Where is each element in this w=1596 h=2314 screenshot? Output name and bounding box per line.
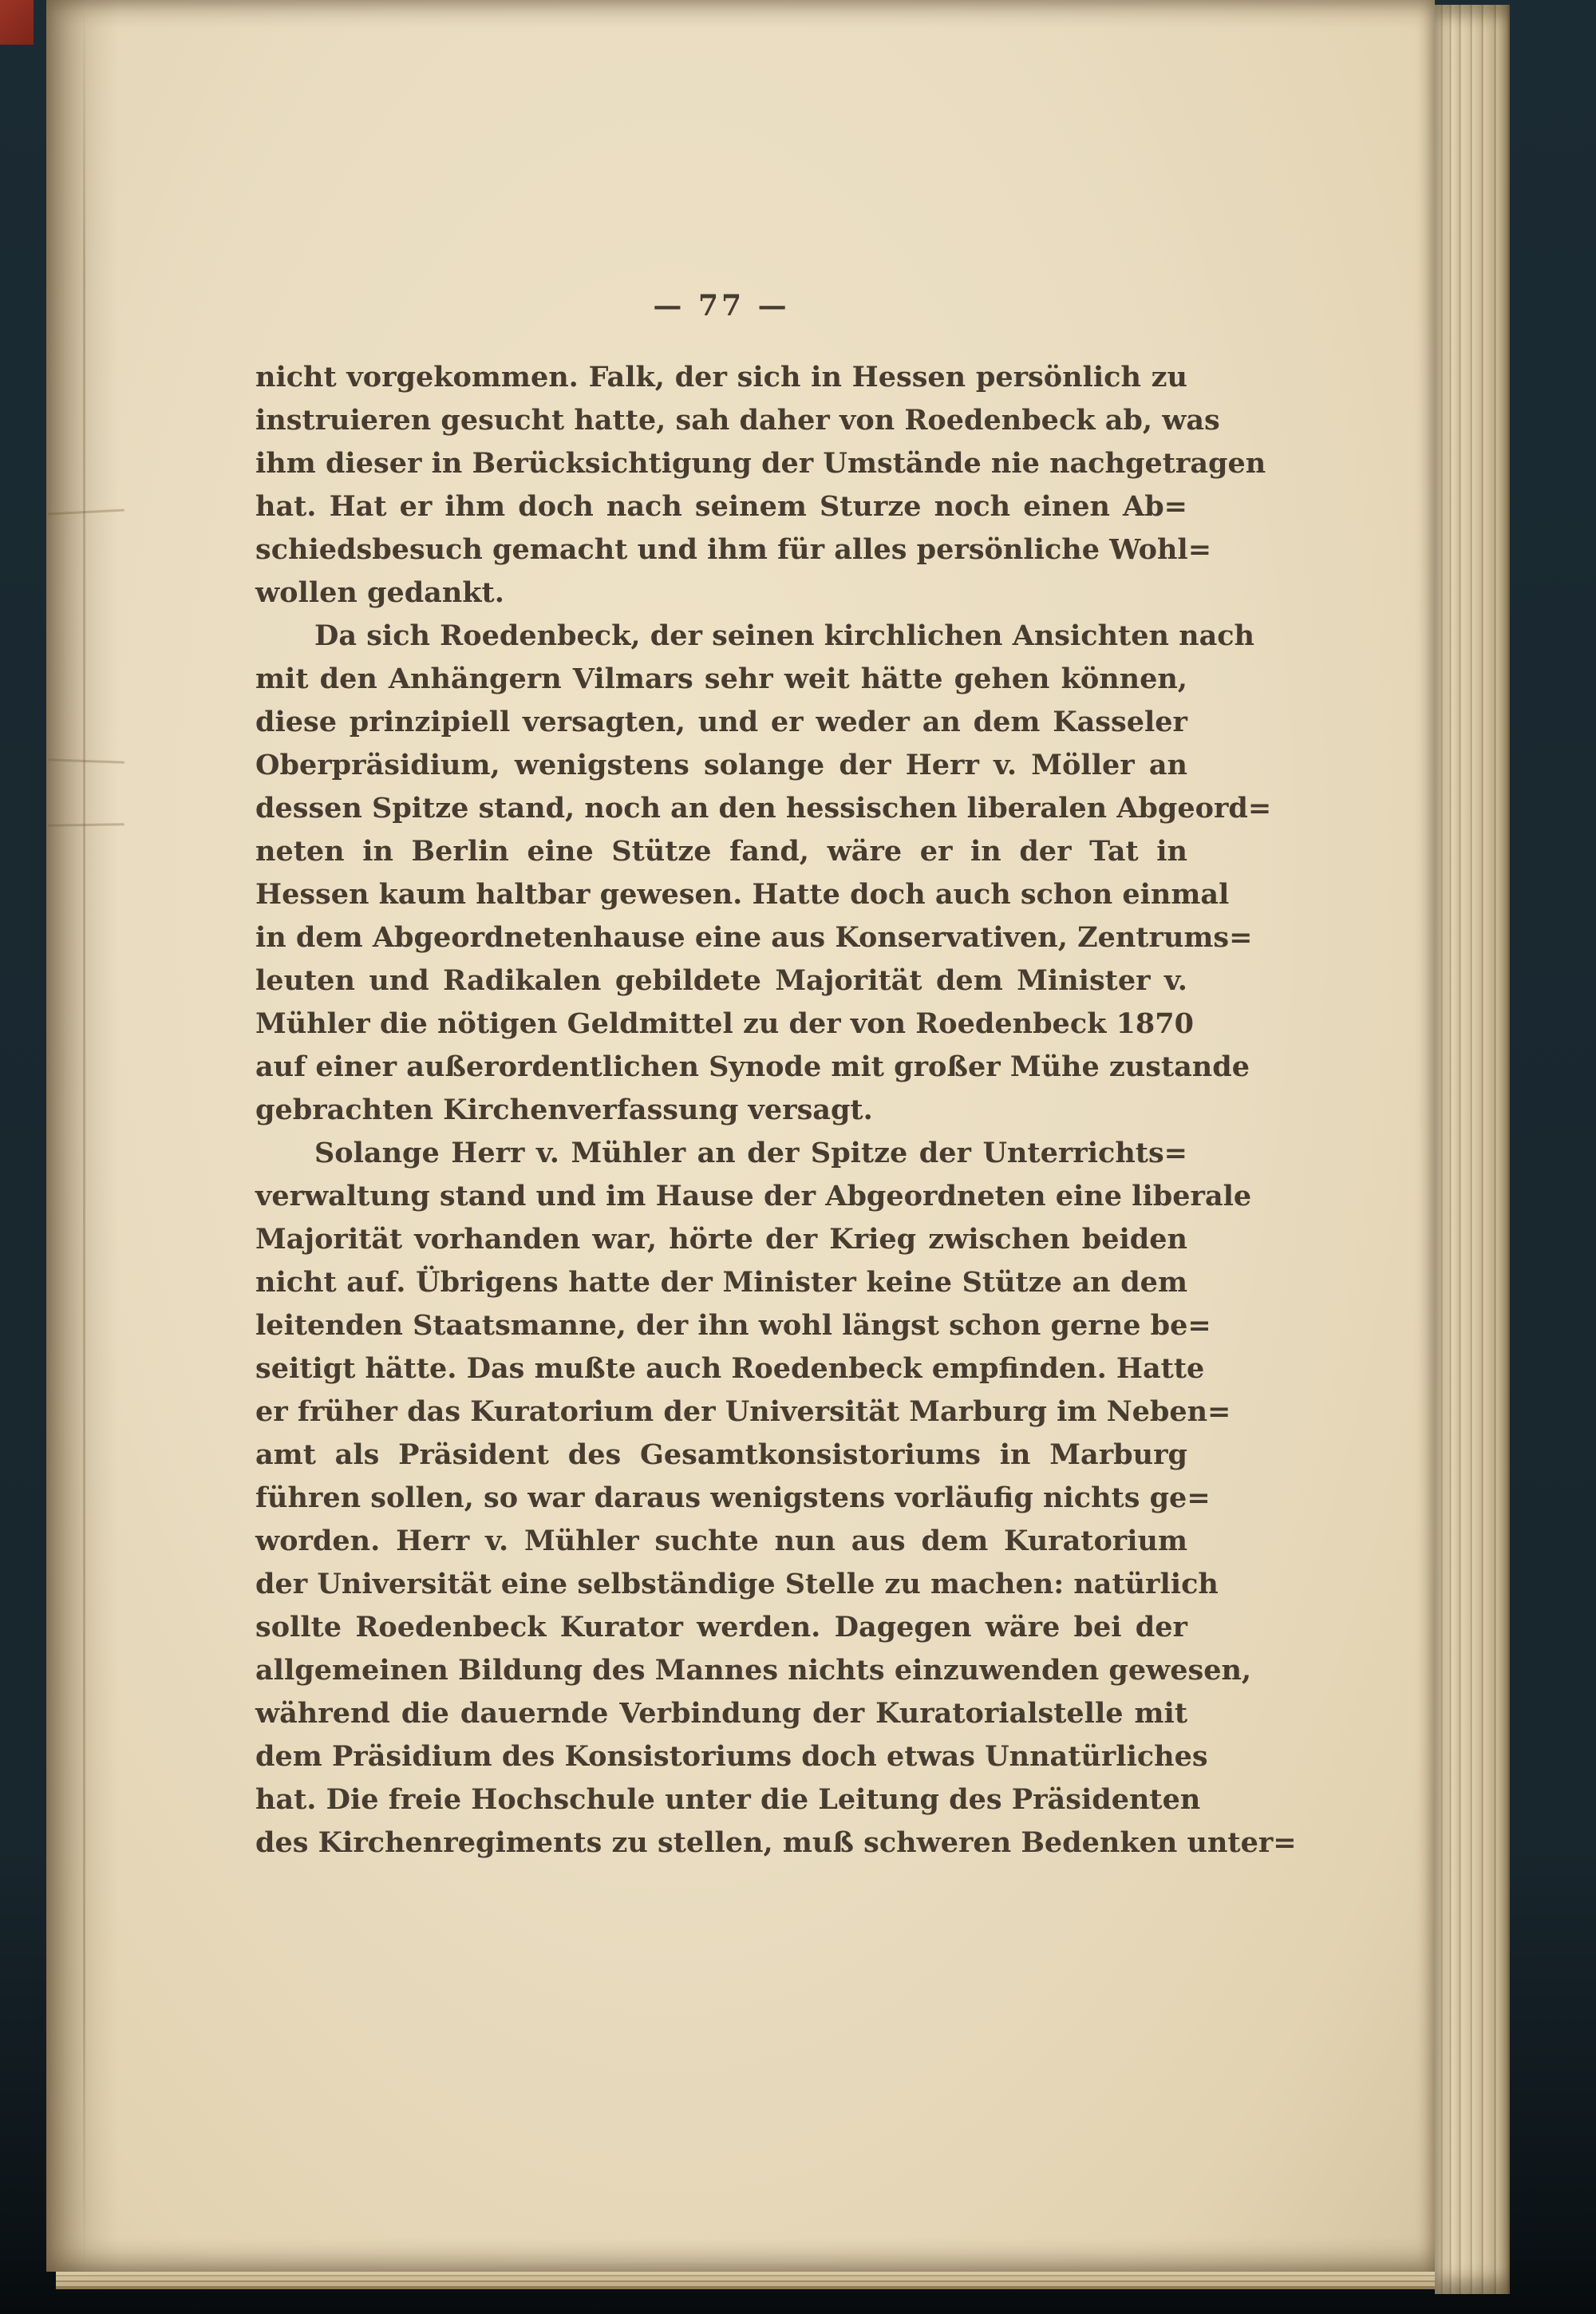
text-line: neten in Berlin eine Stütze fand, wäre er in der Tat in xyxy=(255,835,1187,868)
text-line: leitenden Staatsmanne, der ihn wohl längst schon gerne be= xyxy=(255,1309,1211,1342)
text-line: während die dauernde Verbindung der Kuratorialstelle mit xyxy=(255,1697,1187,1730)
text-line: verwaltung stand und im Hause der Abgeordneten eine liberale xyxy=(255,1180,1252,1212)
text-line: mit den Anhängern Vilmars sehr weit hätte gehen können, xyxy=(255,663,1187,695)
text-line: des Kirchenregiments zu stellen, muß schweren Bedenken unter= xyxy=(255,1826,1297,1859)
text-line: hat. Hat er ihm doch nach seinem Sturze noch einen Ab= xyxy=(255,490,1187,523)
text-line: auf einer außerordentlichen Synode mit großer Mühe zustande xyxy=(255,1050,1250,1083)
text-line: dessen Spitze stand, noch an den hessischen liberalen Abgeord= xyxy=(255,792,1272,825)
gutter-crease xyxy=(83,0,85,2272)
text-line: amt als Präsident des Gesamtkonsistoriums in Marburg xyxy=(255,1438,1187,1471)
text-line: nicht vorgekommen. Falk, der sich in Hessen persönlich zu xyxy=(255,361,1187,394)
text-line: in dem Abgeordnetenhause eine aus Konservativen, Zentrums= xyxy=(255,921,1253,954)
text-line: dem Präsidium des Konsistoriums doch etwas Unnatürliches xyxy=(255,1740,1208,1773)
text-line: Oberpräsidium, wenigstens solange der Herr v. Möller an xyxy=(255,749,1187,781)
page-number: — 77 — xyxy=(653,289,790,322)
book-cover-corner xyxy=(0,0,34,45)
page-edge-stack-bottom xyxy=(56,2272,1435,2289)
text-block xyxy=(255,356,1297,1865)
text-line: gebrachten Kirchenverfassung versagt. xyxy=(255,1094,873,1126)
text-line: allgemeinen Bildung des Mannes nichts einzuwenden gewesen, xyxy=(255,1654,1252,1687)
text-line: hat. Die freie Hochschule unter die Leitung des Präsidenten xyxy=(255,1783,1201,1816)
text-line: wollen gedankt. xyxy=(255,576,504,609)
book-page xyxy=(46,0,1435,2272)
binding-shadow xyxy=(46,0,118,2272)
text-line: Solange Herr v. Mühler an der Spitze der Unterrichts= xyxy=(314,1137,1187,1169)
text-line: seitigt hätte. Das mußte auch Roedenbeck empfinden. Hatte xyxy=(255,1352,1205,1385)
paragraph xyxy=(255,615,1272,1132)
text-line: schiedsbesuch gemacht und ihm für alles persönliche Wohl= xyxy=(255,533,1212,566)
text-line: Majorität vorhanden war, hörte der Krieg zwischen beiden xyxy=(255,1223,1187,1256)
text-line: Da sich Roedenbeck, der seinen kirchlichen Ansichten nach xyxy=(314,619,1255,652)
page-edge-stack-right xyxy=(1435,5,1510,2294)
text-line: sollte Roedenbeck Kurator werden. Dagegen wäre bei der xyxy=(255,1611,1187,1644)
text-line: führen sollen, so war daraus wenigstens vorläufig nichts ge= xyxy=(255,1481,1211,1514)
text-line: er früher das Kuratorium der Universität Marburg im Neben= xyxy=(255,1395,1231,1428)
text-line: instruieren gesucht hatte, sah daher von Roedenbeck ab, was xyxy=(255,404,1220,437)
paragraph xyxy=(255,356,1266,615)
text-line: leuten und Radikalen gebildete Majorität dem Minister v. xyxy=(255,964,1187,997)
text-line: Mühler die nötigen Geldmittel zu der von Roedenbeck 1870 xyxy=(255,1007,1194,1040)
text-line: ihm dieser in Berücksichtigung der Umstände nie nachgetragen xyxy=(255,447,1266,480)
text-line: Hessen kaum haltbar gewesen. Hatte doch auch schon einmal xyxy=(255,878,1230,911)
text-line: worden. Herr v. Mühler suchte nun aus dem Kuratorium xyxy=(255,1525,1187,1557)
text-line: nicht auf. Übrigens hatte der Minister keine Stütze an dem xyxy=(255,1266,1187,1299)
text-line: diese prinzipiell versagten, und er weder an dem Kasseler xyxy=(255,706,1187,738)
paragraph xyxy=(255,1132,1297,1865)
text-line: der Universität eine selbständige Stelle zu machen: natürlich xyxy=(255,1568,1219,1600)
